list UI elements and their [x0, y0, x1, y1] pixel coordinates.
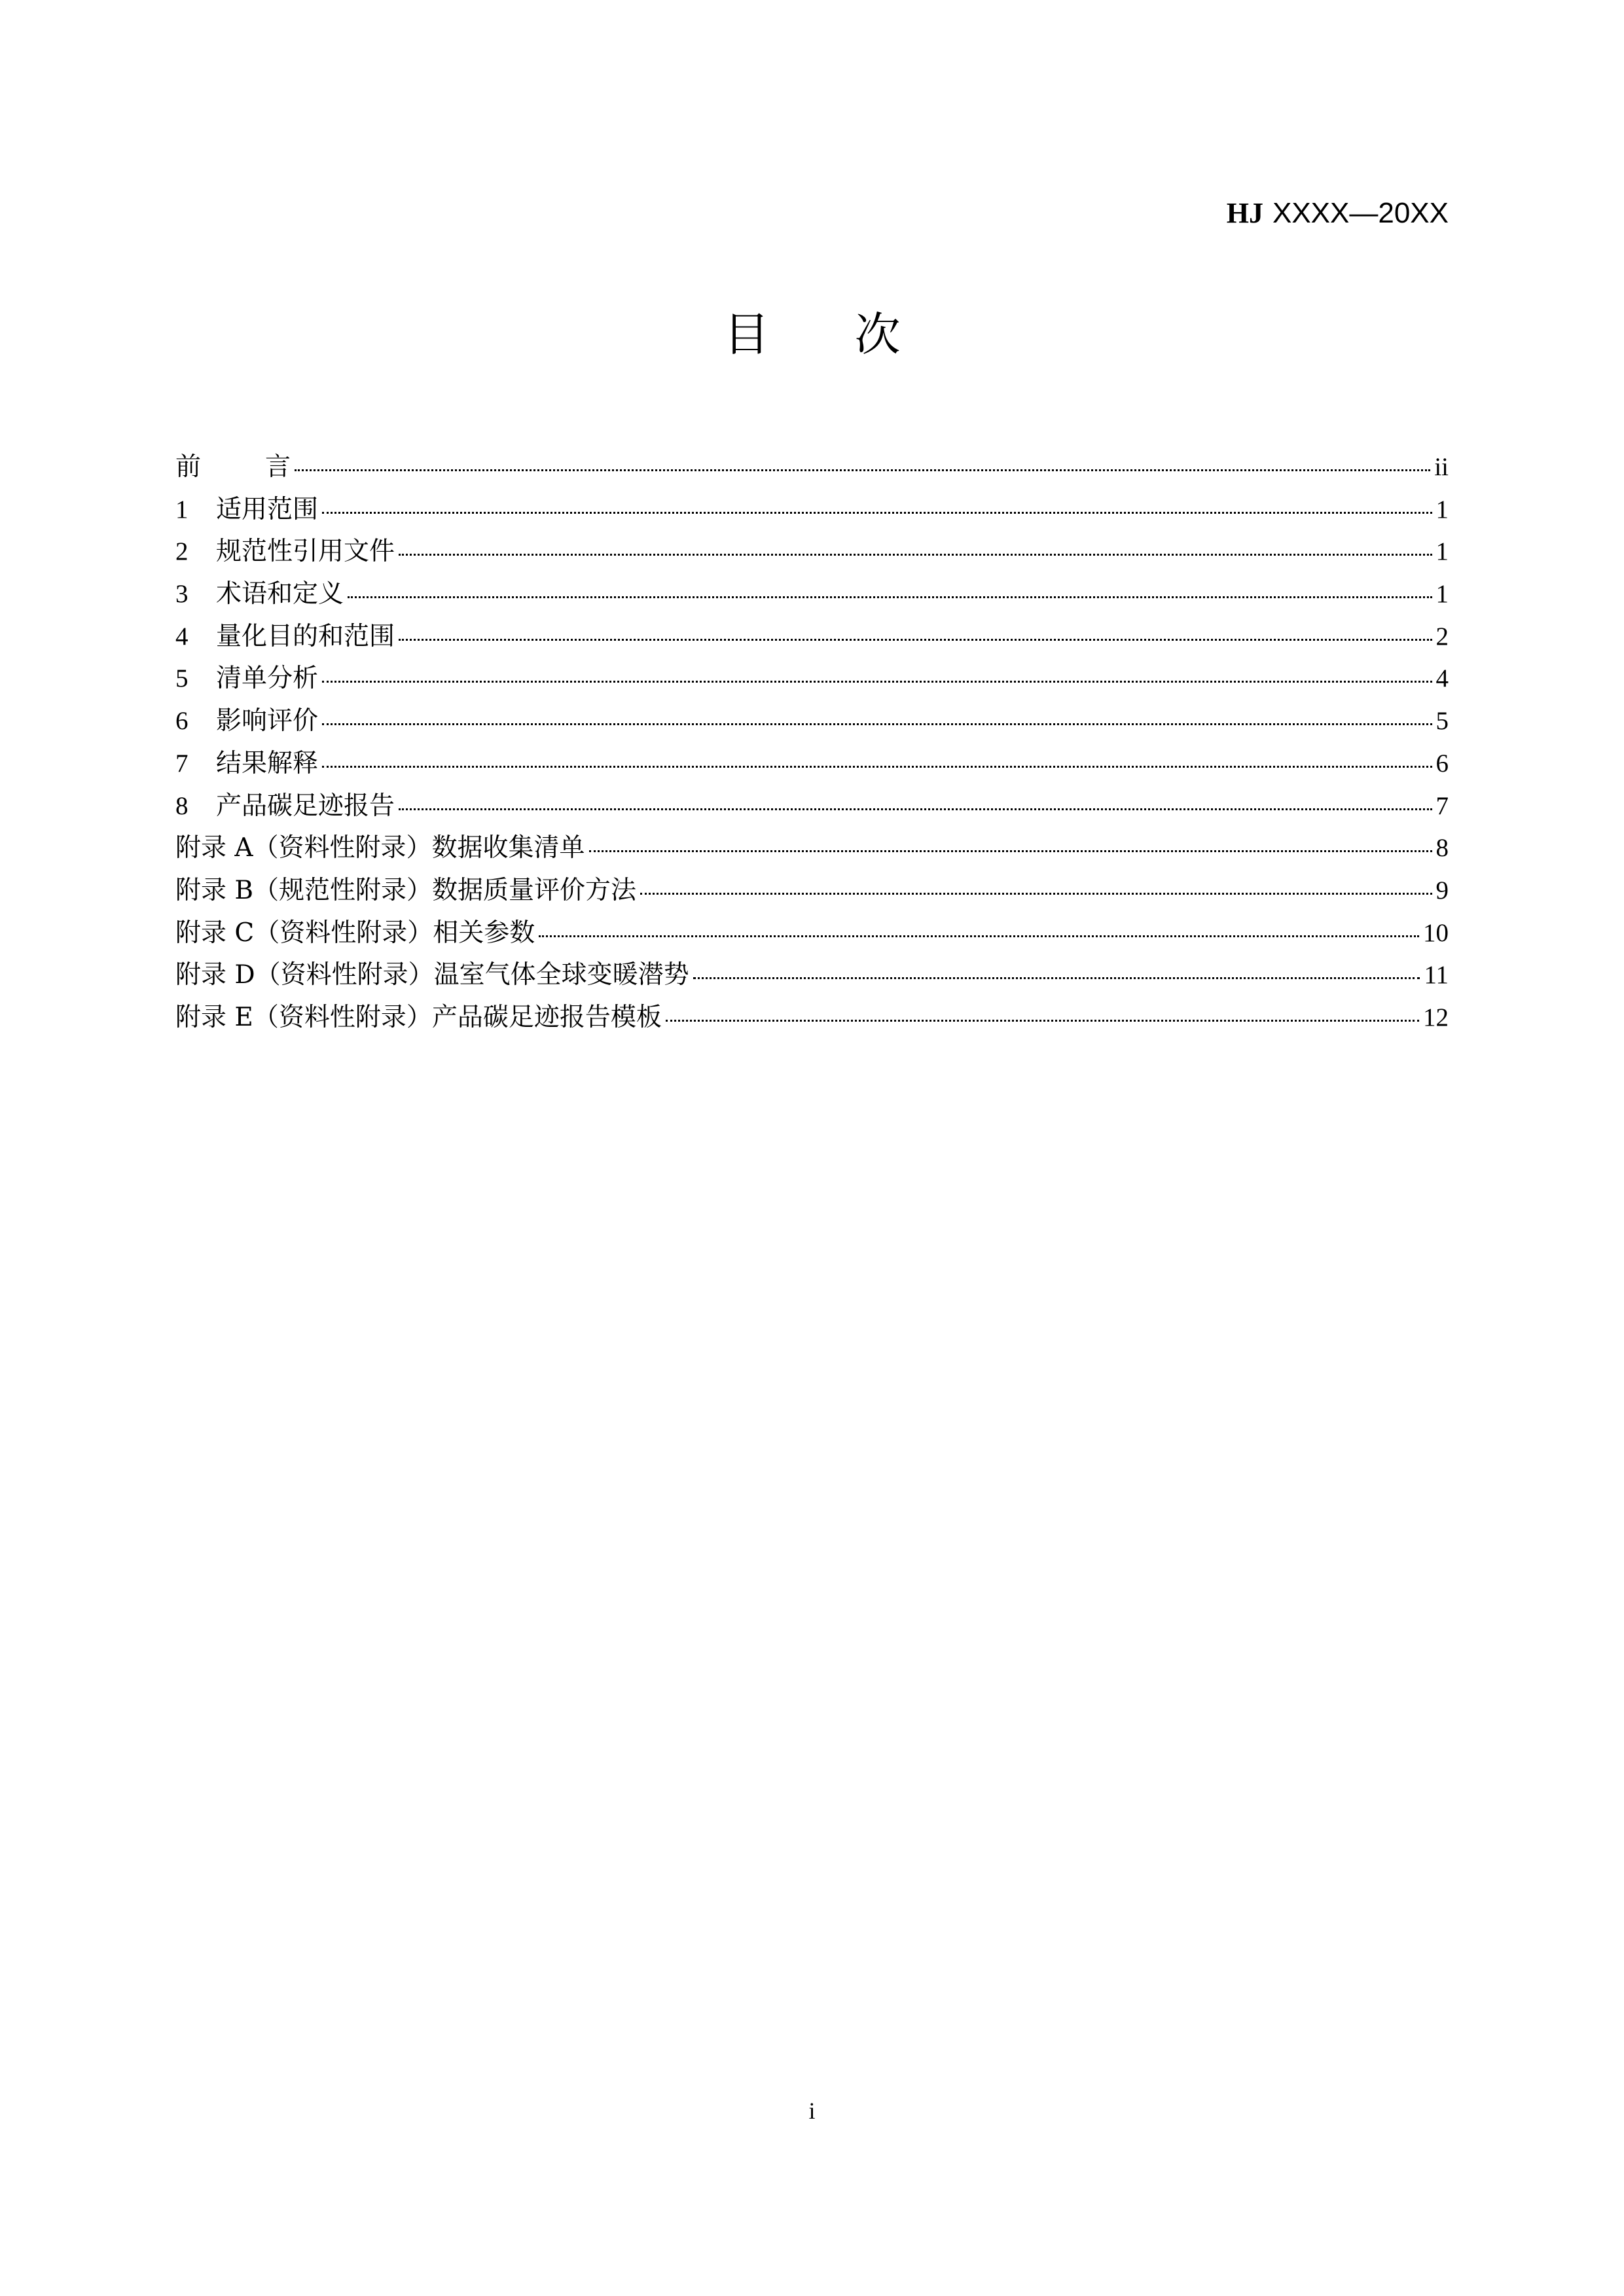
toc-leader-dots	[322, 766, 1432, 768]
toc-entry-label: 产品碳足迹报告	[216, 791, 395, 821]
document-code-prefix: HJ	[1226, 197, 1263, 229]
toc-entry-label: 附录 A（资料性附录）数据收集清单	[175, 833, 585, 863]
toc-entry-label: 适用范围	[216, 494, 319, 524]
toc-entry-number: 7	[175, 749, 189, 778]
toc-entry-page: 7	[1435, 791, 1449, 820]
toc-entry-page: 8	[1435, 834, 1449, 863]
toc-leader-dots	[539, 935, 1419, 937]
toc-leader-dots	[399, 554, 1432, 556]
toc-leader-dots	[322, 681, 1432, 683]
toc-leader-dots	[693, 977, 1420, 979]
toc-entry-preface[interactable]	[175, 446, 1449, 489]
toc-entry-label: 术语和定义	[216, 579, 344, 609]
toc-leader-dots	[640, 893, 1432, 895]
toc-entry-appendix-b[interactable]	[175, 870, 1449, 912]
toc-entry-label: 清单分析	[216, 664, 319, 694]
toc-leader-dots	[348, 596, 1432, 598]
toc-entry-label: 附录 E（资料性附录）产品碳足迹报告模板	[175, 1002, 662, 1032]
toc-entry-page: 4	[1435, 664, 1449, 693]
toc-entry-page: 6	[1435, 749, 1449, 778]
toc-leader-dots	[589, 850, 1432, 852]
toc-entry-number: 5	[175, 664, 189, 693]
toc-entry-number: 6	[175, 707, 189, 736]
toc-entry-label: 量化目的和范围	[216, 621, 395, 651]
toc-leader-dots	[399, 639, 1432, 641]
toc-entry-page: 1	[1435, 580, 1449, 609]
toc-leader-dots	[666, 1020, 1419, 1022]
toc-leader-dots	[295, 469, 1430, 471]
page-title	[0, 305, 1624, 364]
toc-entry-6[interactable]	[175, 700, 1449, 743]
toc-entry-label: 附录 C（资料性附录）相关参数	[175, 918, 535, 948]
document-code-number: XXXX—20XX	[1272, 197, 1449, 229]
toc-entry-8[interactable]	[175, 785, 1449, 828]
page-number: i	[808, 2098, 816, 2124]
toc-leader-dots	[322, 512, 1432, 514]
toc-entry-appendix-c[interactable]	[175, 912, 1449, 955]
toc-entry-page: ii	[1434, 453, 1449, 481]
toc-entry-page: 12	[1423, 1003, 1449, 1031]
toc-entry-number: 3	[175, 580, 189, 609]
toc-entry-label: 附录 D（资料性附录）温室气体全球变暖潜势	[175, 960, 689, 990]
document-code	[1227, 194, 1449, 233]
page-title-part2: 次	[854, 308, 901, 361]
toc-entry-page: 11	[1424, 961, 1449, 990]
toc-entry-appendix-d[interactable]	[175, 954, 1449, 997]
toc-entry-label: 影响评价	[216, 706, 319, 736]
page-title-part1: 目	[723, 308, 770, 361]
toc-entry-appendix-e[interactable]	[175, 997, 1449, 1039]
toc-entry-label: 规范性引用文件	[216, 537, 395, 567]
toc-entry-3[interactable]	[175, 573, 1449, 616]
toc-entry-appendix-a[interactable]	[175, 827, 1449, 870]
toc-entry-page: 9	[1435, 876, 1449, 905]
toc-leader-dots	[322, 723, 1432, 725]
table-of-contents	[175, 446, 1449, 1039]
toc-entry-number: 4	[175, 622, 189, 651]
toc-entry-page: 1	[1435, 537, 1449, 566]
toc-entry-1[interactable]	[175, 489, 1449, 531]
toc-entry-number: 1	[175, 495, 189, 524]
toc-entry-5[interactable]	[175, 658, 1449, 700]
toc-entry-page: 1	[1435, 495, 1449, 524]
toc-entry-label: 结果解释	[216, 748, 319, 778]
toc-leader-dots	[399, 808, 1432, 810]
toc-entry-2[interactable]	[175, 531, 1449, 573]
toc-entry-number: 8	[175, 791, 189, 820]
toc-entry-page: 2	[1435, 622, 1449, 651]
toc-entry-page: 10	[1423, 918, 1449, 947]
toc-entry-4[interactable]	[175, 616, 1449, 658]
toc-entry-number: 2	[175, 537, 189, 566]
toc-entry-7[interactable]	[175, 743, 1449, 785]
toc-entry-label: 前 言	[175, 452, 291, 482]
toc-entry-label: 附录 B（规范性附录）数据质量评价方法	[175, 875, 637, 905]
toc-entry-page: 5	[1435, 707, 1449, 736]
